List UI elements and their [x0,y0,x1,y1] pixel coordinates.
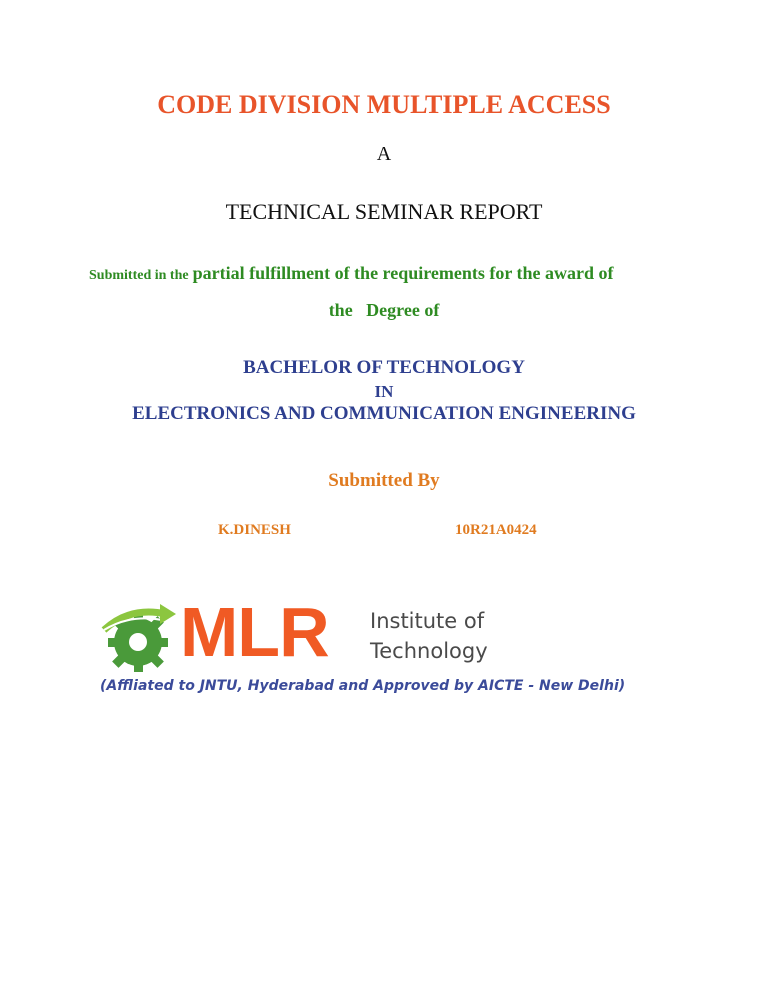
fulfillment-line [89,263,614,284]
student-roll-number: 10R21A0424 [455,522,537,538]
branch-name: ELECTRONICS AND COMMUNICATION ENGINEERING [132,403,636,424]
report-type: TECHNICAL SEMINAR REPORT [225,199,543,224]
logo-affiliation: (Affliated to JNTU, Hyderabad and Approved by AICTE - New Delhi) [100,678,626,694]
in-word: IN [374,382,394,401]
logo-institute-line1: Institute of [370,609,485,633]
degree-name: BACHELOR OF TECHNOLOGY [243,357,525,378]
logo-mlr-text: MLR [180,593,329,671]
logo-institute-text [370,606,488,666]
article-a: A [376,143,392,165]
fulfillment-prefix: Submitted in the [89,268,189,283]
report-title: CODE DIVISION MULTIPLE ACCESS [157,90,611,119]
institute-logo [100,593,670,705]
degree-of-line: the Degree of [328,300,440,320]
logo-institute-line2: Technology [370,639,488,663]
submitted-by-heading: Submitted By [328,470,440,491]
fulfillment-text: partial fulfillment of the requirements for the award of [192,263,614,283]
gear-icon [100,600,180,675]
student-name: K.DINESH [218,522,291,538]
